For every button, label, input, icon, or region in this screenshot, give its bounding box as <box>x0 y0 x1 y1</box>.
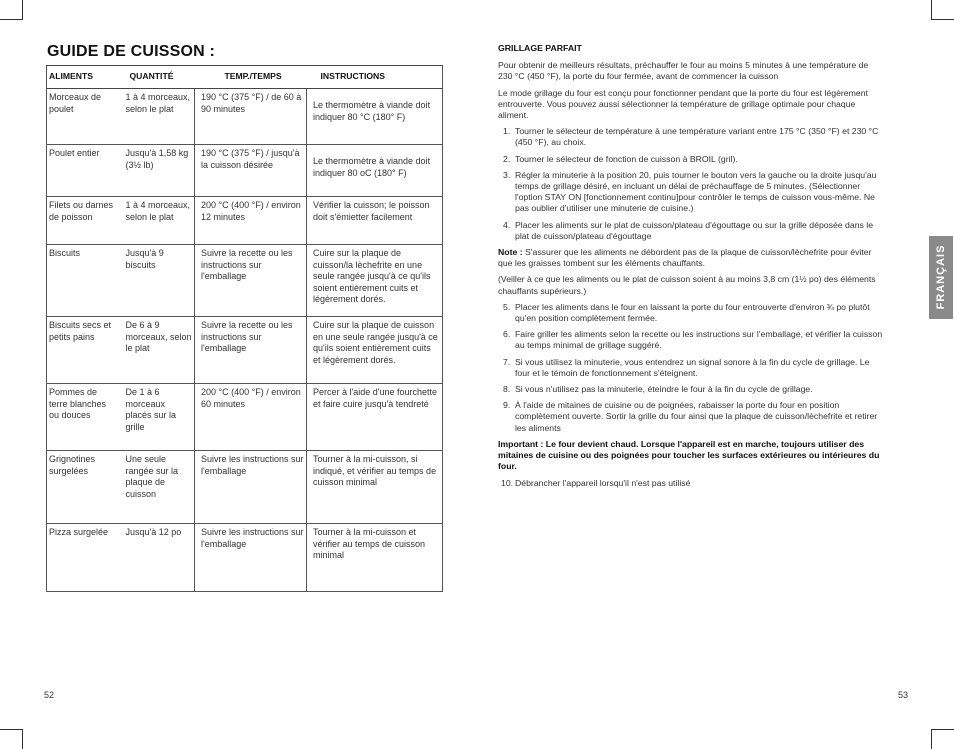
cell-qty: De 1 à 6 morceaux placés sur la grille <box>120 384 195 451</box>
table-header-row <box>47 66 443 89</box>
language-tab-label: FRANÇAIS <box>935 244 947 310</box>
important-warning: Important : Le four devient chaud. Lorsque l'appareil est en marche, toujours utiliser des mitaines de cuisine ou des poignées pour toucher les surfaces extérieures ou intérieures du four. <box>498 438 880 472</box>
step-text: Débrancher l'appareil lorsqu'il n'est pas utilisé <box>515 477 691 488</box>
cell-food: Biscuits <box>47 245 120 317</box>
cell-temp: Suivre les instructions sur l'emballage <box>195 451 307 524</box>
list-item <box>498 357 884 379</box>
cell-instructions: Tourner à la mi-cuisson, si indiqué, et vérifier au temps de cuisson minimal <box>307 451 443 524</box>
cell-qty: Une seule rangée sur la plaque de cuisson <box>120 451 195 524</box>
list-item <box>498 400 884 434</box>
note-paragraph <box>498 247 884 269</box>
list-item <box>498 154 884 165</box>
step-text: Si vous utilisez la minuterie, vous entendrez un signal sonore à la fin du cycle de grillage. Le four et le témoin de fonctionnement s'éteignent. <box>515 356 870 378</box>
header-temp-temps: TEMP./TEMPS <box>195 66 307 89</box>
step-number: 2. <box>503 153 511 164</box>
table-row <box>47 384 443 451</box>
right-page <box>477 0 954 749</box>
page-number: 52 <box>44 690 55 700</box>
cooking-guide-table <box>46 65 443 592</box>
step-text: Faire griller les aliments selon la recette ou les instructions sur l'emballage, et vérifier la cuisson au temps minimal de grillage suggéré. <box>515 329 883 351</box>
step-text: Tourner le sélecteur de fonction de cuisson à BROIL (gril). <box>515 153 738 164</box>
step-number: 8. <box>503 384 511 395</box>
list-item <box>498 478 884 489</box>
step-number: 7. <box>503 356 511 367</box>
cell-food: Pizza surgelée <box>47 524 120 592</box>
table-row <box>47 317 443 384</box>
cell-temp: Suivre la recette ou les instructions sur l'emballage <box>195 245 307 317</box>
step-number: 4. <box>503 219 511 230</box>
cell-food: Biscuits secs et petits pains <box>47 317 120 384</box>
cell-food: Morceaux de poulet <box>47 89 120 145</box>
step-text: Régler la minuterie à la position 20, puis tourner le bouton vers la gauche ou la droite jusqu'au temps de grillage désiré, en incluant un délai de préchauffage de 5 minutes. (Sélectionner l'option STAY ON [fonctionnement continu]pour contrôler le temps de cuisson vous-même. Ne pas oublier d'utiliser une minuterie de cuisine.) <box>515 169 877 214</box>
cell-food: Filets ou darnes de poisson <box>47 197 120 245</box>
step-text: À l'aide de mitaines de cuisine ou de poignées, rabaisser la porte du four en position complètement ouverte. Sortir la grille du four ainsi que la plaque de cuisson/lèchefrite et retirer les aliments <box>515 400 878 433</box>
step-text: Placer les aliments sur le plat de cuisson/plateau d'égouttage ou sur la grille déposée dans le plat de cuisson/plateau d'égouttage <box>515 219 874 241</box>
language-tab <box>929 236 953 319</box>
step-number: 5. <box>503 301 511 312</box>
step-text: Si vous n'utilisez pas la minuterie, éteindre le four à la fin du cycle de grillage. <box>515 384 813 395</box>
table-row <box>47 524 443 592</box>
page-number: 53 <box>898 690 909 700</box>
header-quantite: QUANTITÉ <box>120 66 195 89</box>
table-row <box>47 145 443 197</box>
list-item <box>498 329 884 351</box>
cell-food: Grignotines surgelées <box>47 451 120 524</box>
list-item <box>498 170 884 215</box>
cell-temp: 190 °C (375 °F) / de 60 à 90 minutes <box>195 89 307 145</box>
table-row <box>47 451 443 524</box>
step-number: 9. <box>503 400 511 411</box>
broiling-instructions <box>498 43 884 494</box>
cell-temp: Suivre les instructions sur l'emballage <box>195 524 307 592</box>
cell-instructions: Percer à l'aide d'une fourchette et faire cuire jusqu'à tendreté <box>307 384 443 451</box>
cell-instructions: Vérifier la cuisson; le poisson doit s'émietter facilement <box>307 197 443 245</box>
cell-instructions: Cuire sur la plaque de cuisson/la lèchefrite en une seule rangée jusqu'à ce qu'ils soient entièrement cuits et légèrement dorés. <box>307 245 443 317</box>
step-number: 6. <box>503 329 511 340</box>
list-item <box>498 126 884 148</box>
cell-qty: Jusqu'à 1,58 kg (3½ lb) <box>120 145 195 197</box>
list-item <box>498 302 884 324</box>
table-row <box>47 197 443 245</box>
step-text: Tourner le sélecteur de température à une température variant entre 175 °C (350 °F) et 230 °C (450 °F), au choix. <box>515 126 879 148</box>
step-number: 3. <box>503 169 511 180</box>
cell-temp: 200 °C (400 °F) / environ 12 minutes <box>195 197 307 245</box>
section-heading: GRILLAGE PARFAIT <box>498 43 582 53</box>
cell-instructions-text: Le thermomètre à viande doit indiquer 80 °C (180° F) <box>313 100 431 122</box>
cell-food: Pommes de terre blanches ou douces <box>47 384 120 451</box>
list-item <box>498 220 884 242</box>
page-title: GUIDE DE CUISSON : <box>47 43 216 60</box>
step-text: Placer les aliments dans le four en laissant la porte du four entrouverte d'environ ¾ po plutôt qu'en position complètement fermée. <box>515 301 870 324</box>
cell-qty: Jusqu'à 9 biscuits <box>120 245 195 317</box>
cell-instructions: Tourner à la mi-cuisson et vérifier au temps de cuisson minimal <box>307 524 443 592</box>
cell-food: Poulet entier <box>47 145 120 197</box>
cell-instructions-text: Le thermomètre à viande doit indiquer 80 oC (180° F) <box>313 156 431 178</box>
header-aliments: ALIMENTS <box>47 66 120 89</box>
note-paragraph: (Veiller à ce que les aliments ou le plat de cuisson soient à au moins 3,8 cm (1½ po) des éléments chauffants supérieurs.) <box>498 274 876 296</box>
cell-instructions: Cuire sur la plaque de cuisson en une seule rangée jusqu'à ce qu'ils soient entièrement cuits et légèrement dorés. <box>307 317 443 384</box>
intro-paragraph: Pour obtenir de meilleurs résultats, préchauffer le four au moins 5 minutes à une température de 230 °C (450 °F), la porte du four fermée, avant de commencer la cuisson <box>498 60 869 82</box>
cell-qty: De 6 à 9 morceaux, selon le plat <box>120 317 195 384</box>
cell-qty: Jusqu'à 12 po <box>120 524 195 592</box>
cell-temp: 200 °C (400 °F) / environ 60 minutes <box>195 384 307 451</box>
table-row <box>47 89 443 145</box>
cell-qty: 1 à 4 morceaux, selon le plat <box>120 197 195 245</box>
cell-instructions <box>307 145 443 197</box>
header-instructions: INSTRUCTIONS <box>307 66 443 89</box>
cell-temp: 190 °C (375 °F) / jusqu'à la cuisson désirée <box>195 145 307 197</box>
note-text: S'assurer que les aliments ne débordent pas de la plaque de cuisson/lèchefrite pour éviter que les graisses tombent sur les éléments chauffants. <box>498 247 872 269</box>
list-item <box>498 384 884 395</box>
cell-temp: Suivre la recette ou les instructions sur l'emballage <box>195 317 307 384</box>
intro-paragraph: Le mode grillage du four est conçu pour fonctionner pendant que la porte du four est légèrement entrouverte. Vous pouvez aussi sélectionner la température de grillage optimale pour chaque aliment. <box>498 87 868 121</box>
cell-instructions <box>307 89 443 145</box>
step-number: 1. <box>503 126 511 137</box>
table-row <box>47 245 443 317</box>
cell-qty: 1 à 4 morceaux, selon le plat <box>120 89 195 145</box>
note-label: Note : <box>498 247 523 258</box>
step-number: 10. <box>501 477 514 488</box>
